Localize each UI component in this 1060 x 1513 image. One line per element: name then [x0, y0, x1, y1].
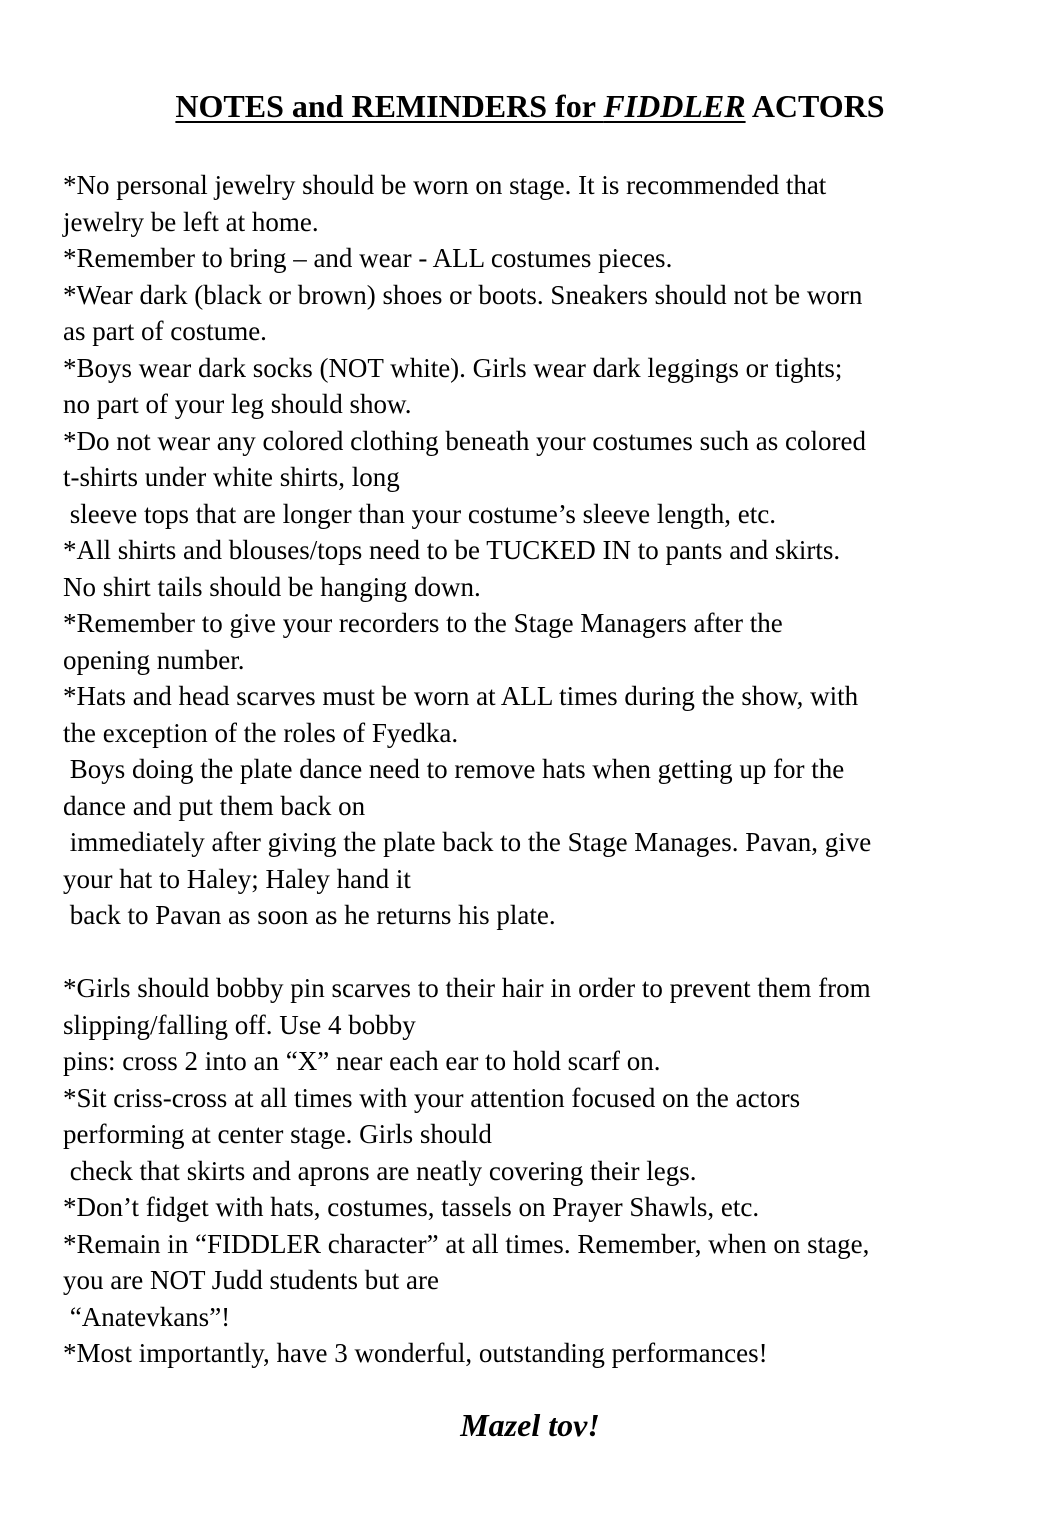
page-title [0, 84, 1060, 128]
note-line: *Remain in “FIDDLER character” at all times. Remember, when on stage, [63, 1228, 870, 1259]
note-line: *Most importantly, have 3 wonderful, outstanding performances! [63, 1338, 768, 1368]
note-line: *Girls should bobby pin scarves to their hair in order to prevent them from [63, 973, 871, 1003]
closing-line: Mazel tov! [460, 1407, 600, 1443]
note-line: Boys doing the plate dance need to remove hats when getting up for the [63, 754, 845, 784]
note-line: *Remember to give your recorders to the Stage Managers after the [63, 608, 783, 638]
note-line: “Anatevkans”! [63, 1301, 231, 1332]
title-part-2: ACTORS [745, 88, 885, 124]
title-underlined [175, 88, 745, 124]
note-line: opening number. [63, 644, 245, 675]
note-line: *Sit criss-cross at all times with your attention focused on the actors [63, 1082, 801, 1113]
note-line: back to Pavan as soon as he returns his plate. [63, 900, 556, 930]
title-part-1: NOTES and REMINDERS for [175, 88, 604, 124]
blank-line [63, 934, 1023, 971]
note-line: pins: cross 2 into an “X” near each ear to hold scarf on. [63, 1046, 661, 1076]
note-line: you are NOT Judd students but are [63, 1265, 439, 1295]
note-line: dance and put them back on [63, 790, 366, 821]
note-line: No shirt tails should be hanging down. [63, 571, 481, 602]
note-line: immediately after giving the plate back to the Stage Manages. Pavan, give [63, 827, 872, 857]
note-line: *No personal jewelry should be worn on stage. It is recommended that [63, 170, 827, 200]
note-line: *Do not wear any colored clothing beneath your costumes such as colored [63, 425, 867, 456]
notes-body [63, 167, 1023, 1372]
note-line: no part of your leg should show. [63, 389, 412, 419]
note-line: jewelry be left at home. [63, 206, 319, 237]
note-line: sleeve tops that are longer than your costume’s sleeve length, etc. [63, 498, 777, 529]
note-line: your hat to Haley; Haley hand it [63, 863, 411, 894]
note-line: the exception of the roles of Fyedka. [63, 717, 459, 748]
note-line: performing at center stage. Girls should [63, 1119, 492, 1149]
note-line: *Wear dark (black or brown) shoes or boots. Sneakers should not be worn [63, 279, 863, 310]
title-play-name: FIDDLER [603, 88, 746, 124]
note-line: *All shirts and blouses/tops need to be TUCKED IN to pants and skirts. [63, 535, 841, 565]
note-line: check that skirts and aprons are neatly covering their legs. [63, 1155, 697, 1186]
note-line: *Hats and head scarves must be worn at ALL times during the show, with [63, 681, 859, 711]
note-line: as part of costume. [63, 316, 267, 346]
note-line: *Don’t fidget with hats, costumes, tassels on Prayer Shawls, etc. [63, 1192, 760, 1222]
note-line: *Boys wear dark socks (NOT white). Girls wear dark leggings or tights; [63, 352, 843, 383]
note-line: slipping/falling off. Use 4 bobby [63, 1009, 416, 1040]
note-line: *Remember to bring – and wear - ALL costumes pieces. [63, 243, 673, 273]
note-line: t-shirts under white shirts, long [63, 462, 400, 492]
